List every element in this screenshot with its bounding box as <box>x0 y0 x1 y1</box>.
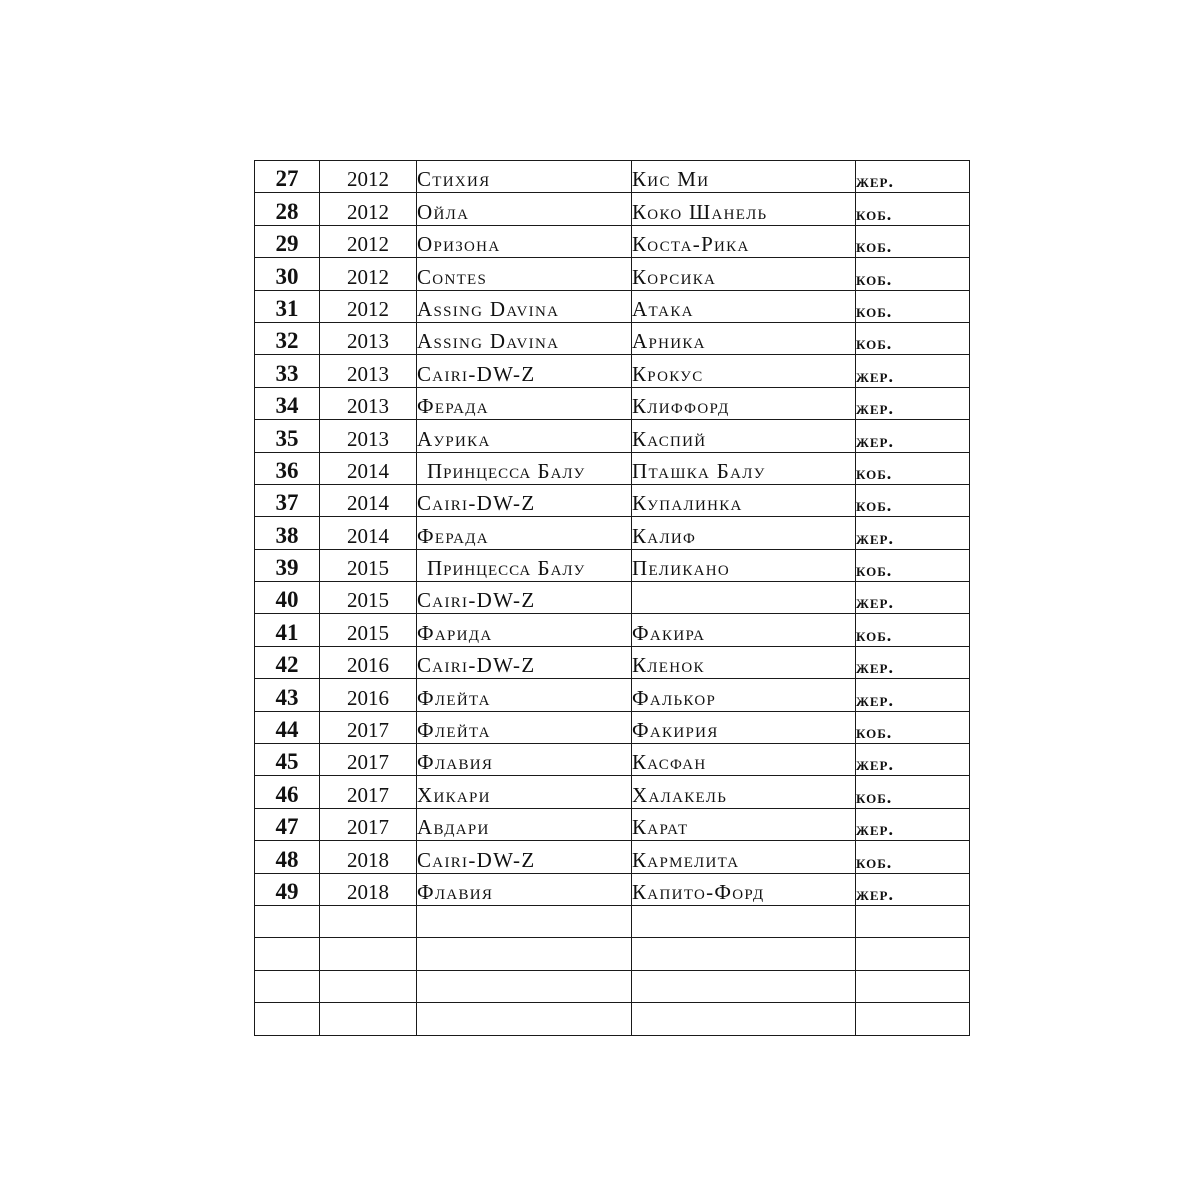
year-cell: 2012 <box>320 193 417 225</box>
table-row <box>255 484 970 516</box>
row-number-cell: 33 <box>255 355 320 387</box>
year-cell: 2017 <box>320 711 417 743</box>
year-cell: 2017 <box>320 776 417 808</box>
table-row <box>255 452 970 484</box>
year-cell: 2018 <box>320 841 417 873</box>
table-row <box>255 582 970 614</box>
table-row <box>255 873 970 905</box>
year-cell: 2013 <box>320 420 417 452</box>
table-row <box>255 193 970 225</box>
name-cell <box>632 582 856 614</box>
sex-cell: коб. <box>856 322 970 354</box>
sex-cell <box>856 1003 970 1035</box>
dam-cell <box>417 938 632 970</box>
year-cell: 2012 <box>320 225 417 257</box>
table-row <box>255 258 970 290</box>
dam-cell: Ферада <box>417 387 632 419</box>
name-cell: Пташка Балу <box>632 452 856 484</box>
year-cell: 2015 <box>320 549 417 581</box>
row-number-cell <box>255 970 320 1002</box>
dam-cell: Аурика <box>417 420 632 452</box>
name-cell: Атака <box>632 290 856 322</box>
dam-cell: Принцесса Балу <box>417 549 632 581</box>
sex-cell: коб. <box>856 225 970 257</box>
row-number-cell: 35 <box>255 420 320 452</box>
records-table-body <box>255 161 970 1036</box>
name-cell: Капито-Форд <box>632 873 856 905</box>
table-row <box>255 322 970 354</box>
name-cell: Карат <box>632 808 856 840</box>
table-row-empty <box>255 1003 970 1035</box>
dam-cell: Cairi-DW-Z <box>417 841 632 873</box>
records-table <box>254 160 970 1036</box>
year-cell: 2012 <box>320 258 417 290</box>
name-cell: Арника <box>632 322 856 354</box>
sex-cell: коб. <box>856 711 970 743</box>
year-cell: 2016 <box>320 646 417 678</box>
dam-cell: Ойла <box>417 193 632 225</box>
name-cell: Пеликано <box>632 549 856 581</box>
row-number-cell: 34 <box>255 387 320 419</box>
table-row <box>255 679 970 711</box>
year-cell: 2014 <box>320 452 417 484</box>
row-number-cell: 45 <box>255 744 320 776</box>
sex-cell: коб. <box>856 193 970 225</box>
year-cell: 2015 <box>320 614 417 646</box>
name-cell: Кленок <box>632 646 856 678</box>
sex-cell: коб. <box>856 258 970 290</box>
sex-cell: жер. <box>856 420 970 452</box>
table-row <box>255 225 970 257</box>
dam-cell: Cairi-DW-Z <box>417 484 632 516</box>
row-number-cell <box>255 905 320 937</box>
row-number-cell: 38 <box>255 517 320 549</box>
table-row-empty <box>255 970 970 1002</box>
row-number-cell: 44 <box>255 711 320 743</box>
sex-cell: жер. <box>856 744 970 776</box>
sex-cell: жер. <box>856 679 970 711</box>
year-cell: 2013 <box>320 322 417 354</box>
sex-cell: жер. <box>856 355 970 387</box>
table-row <box>255 776 970 808</box>
dam-cell: Cairi-DW-Z <box>417 355 632 387</box>
dam-cell: Флейта <box>417 679 632 711</box>
name-cell: Калиф <box>632 517 856 549</box>
sex-cell: жер. <box>856 517 970 549</box>
year-cell: 2014 <box>320 484 417 516</box>
row-number-cell: 28 <box>255 193 320 225</box>
sex-cell: жер. <box>856 387 970 419</box>
table-row <box>255 517 970 549</box>
dam-cell: Авдари <box>417 808 632 840</box>
row-number-cell: 40 <box>255 582 320 614</box>
sex-cell: жер. <box>856 161 970 193</box>
dam-cell <box>417 1003 632 1035</box>
name-cell: Купалинка <box>632 484 856 516</box>
dam-cell: Флавия <box>417 873 632 905</box>
sex-cell: коб. <box>856 290 970 322</box>
name-cell: Коко Шанель <box>632 193 856 225</box>
sex-cell <box>856 905 970 937</box>
table-row <box>255 355 970 387</box>
table-row <box>255 646 970 678</box>
table-row <box>255 290 970 322</box>
name-cell: Коста-Рика <box>632 225 856 257</box>
row-number-cell: 46 <box>255 776 320 808</box>
name-cell <box>632 938 856 970</box>
row-number-cell: 41 <box>255 614 320 646</box>
dam-cell: Фарида <box>417 614 632 646</box>
year-cell: 2017 <box>320 808 417 840</box>
sex-cell: коб. <box>856 452 970 484</box>
name-cell <box>632 905 856 937</box>
year-cell <box>320 938 417 970</box>
name-cell: Крокус <box>632 355 856 387</box>
dam-cell: Принцесса Балу <box>417 452 632 484</box>
table-row <box>255 420 970 452</box>
year-cell <box>320 1003 417 1035</box>
table-row-empty <box>255 905 970 937</box>
row-number-cell: 42 <box>255 646 320 678</box>
dam-cell <box>417 905 632 937</box>
row-number-cell <box>255 938 320 970</box>
dam-cell: Хикари <box>417 776 632 808</box>
row-number-cell <box>255 1003 320 1035</box>
sex-cell: коб. <box>856 841 970 873</box>
table-row <box>255 841 970 873</box>
name-cell: Кис Ми <box>632 161 856 193</box>
dam-cell: Флавия <box>417 744 632 776</box>
name-cell: Факира <box>632 614 856 646</box>
sex-cell: жер. <box>856 582 970 614</box>
table-row <box>255 744 970 776</box>
table-row <box>255 161 970 193</box>
year-cell: 2014 <box>320 517 417 549</box>
year-cell: 2013 <box>320 355 417 387</box>
row-number-cell: 47 <box>255 808 320 840</box>
row-number-cell: 30 <box>255 258 320 290</box>
year-cell <box>320 970 417 1002</box>
sex-cell: жер. <box>856 646 970 678</box>
table-row <box>255 808 970 840</box>
name-cell: Корсика <box>632 258 856 290</box>
year-cell: 2017 <box>320 744 417 776</box>
sex-cell: жер. <box>856 808 970 840</box>
year-cell: 2018 <box>320 873 417 905</box>
sex-cell: коб. <box>856 484 970 516</box>
dam-cell: Contes <box>417 258 632 290</box>
row-number-cell: 31 <box>255 290 320 322</box>
table-row <box>255 387 970 419</box>
sex-cell: коб. <box>856 776 970 808</box>
dam-cell <box>417 970 632 1002</box>
dam-cell: Assing Davina <box>417 290 632 322</box>
sex-cell: коб. <box>856 549 970 581</box>
name-cell: Кармелита <box>632 841 856 873</box>
row-number-cell: 49 <box>255 873 320 905</box>
sex-cell: коб. <box>856 614 970 646</box>
dam-cell: Флейта <box>417 711 632 743</box>
year-cell: 2013 <box>320 387 417 419</box>
sex-cell <box>856 938 970 970</box>
name-cell: Клиффорд <box>632 387 856 419</box>
table-row-empty <box>255 938 970 970</box>
dam-cell: Cairi-DW-Z <box>417 582 632 614</box>
dam-cell: Cairi-DW-Z <box>417 646 632 678</box>
row-number-cell: 48 <box>255 841 320 873</box>
dam-cell: Оризона <box>417 225 632 257</box>
name-cell: Факирия <box>632 711 856 743</box>
name-cell: Каспий <box>632 420 856 452</box>
row-number-cell: 39 <box>255 549 320 581</box>
year-cell: 2015 <box>320 582 417 614</box>
name-cell <box>632 970 856 1002</box>
row-number-cell: 29 <box>255 225 320 257</box>
dam-cell: Assing Davina <box>417 322 632 354</box>
sex-cell: жер. <box>856 873 970 905</box>
name-cell: Касфан <box>632 744 856 776</box>
row-number-cell: 43 <box>255 679 320 711</box>
name-cell: Халакель <box>632 776 856 808</box>
records-sheet <box>254 160 970 1036</box>
year-cell: 2016 <box>320 679 417 711</box>
row-number-cell: 27 <box>255 161 320 193</box>
table-row <box>255 549 970 581</box>
row-number-cell: 32 <box>255 322 320 354</box>
year-cell: 2012 <box>320 161 417 193</box>
dam-cell: Ферада <box>417 517 632 549</box>
dam-cell: Стихия <box>417 161 632 193</box>
name-cell: Фалькор <box>632 679 856 711</box>
row-number-cell: 36 <box>255 452 320 484</box>
year-cell <box>320 905 417 937</box>
year-cell: 2012 <box>320 290 417 322</box>
row-number-cell: 37 <box>255 484 320 516</box>
name-cell <box>632 1003 856 1035</box>
table-row <box>255 711 970 743</box>
sex-cell <box>856 970 970 1002</box>
table-row <box>255 614 970 646</box>
